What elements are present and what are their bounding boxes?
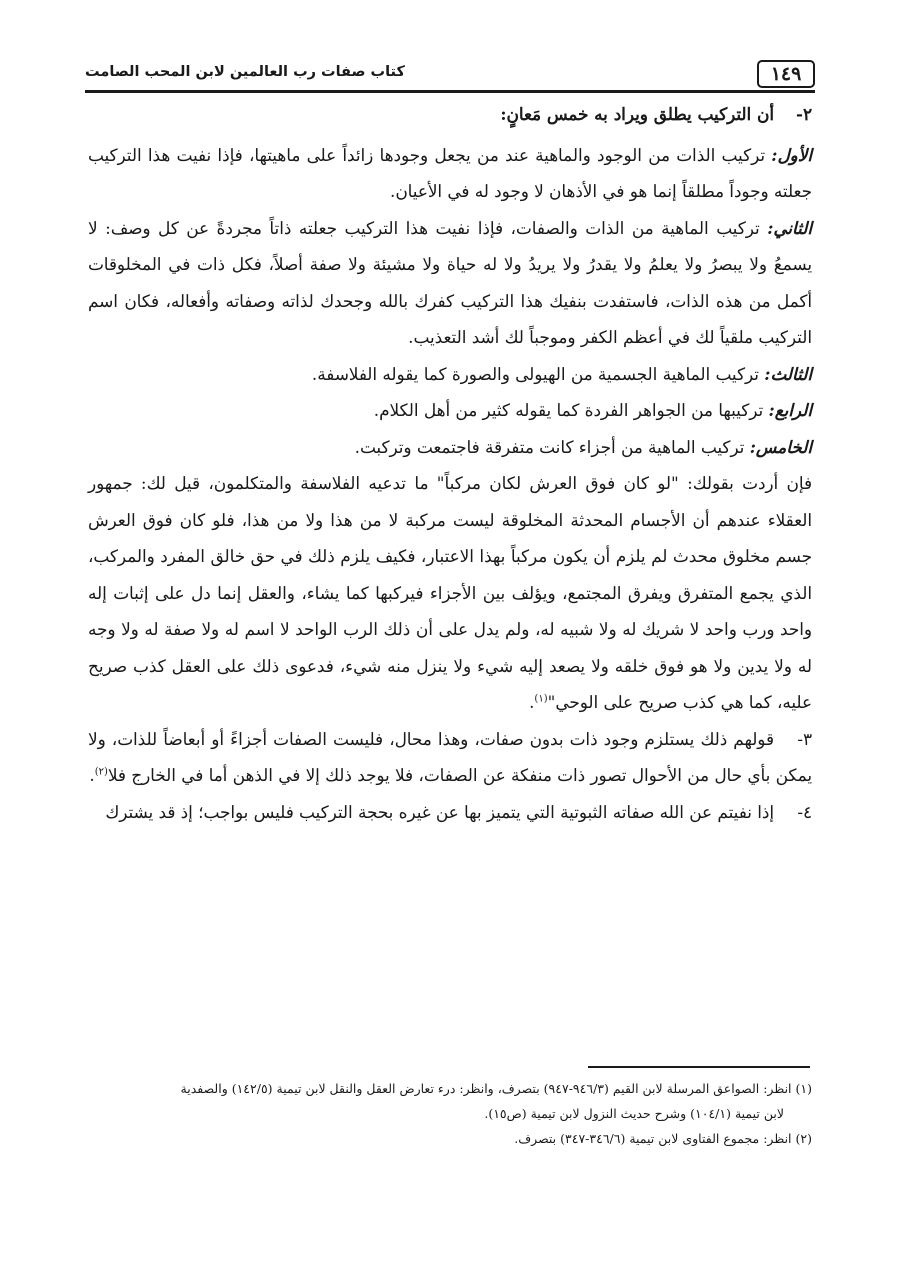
paragraph-quote: [88, 465, 812, 721]
footnote-rule: [588, 1066, 810, 1068]
paragraph-label: الخامس:: [749, 436, 812, 457]
item-3: [88, 721, 812, 794]
paragraph-label: الرابع:: [768, 400, 812, 420]
item-2: [88, 96, 812, 133]
paragraph-second: [88, 210, 812, 356]
paragraph-label: الثاني:: [767, 217, 812, 238]
footnote-1-line-2: لابن تيمية (١٠٤/١) وشرح حديث النزول لابن تيمية (ص١٥).: [484, 1106, 784, 1121]
item-number: ٤-: [797, 801, 812, 822]
footnotes: [88, 1076, 812, 1151]
sentence-end: .: [529, 692, 535, 712]
item-text: قولهم ذلك يستلزم وجود ذات بدون صفات، وهذا محال، فليست الصفات أجزاءً أو أبعاضاً للذات، ولا يمكن بأي حال من الأحوال تصور ذات منفكة عن الصفات، فلا يوجد ذلك إلا في الذهن أما في الخارج فلا: [88, 728, 812, 785]
paragraph-text: تركيب الذات من الوجود والماهية عند من يجعل وجودها زائداً على ماهيتها، فإذا نفيت هذا التركيب جعلته وجوداً مطلقاً إنما هو في الأذهان لا وجود له في الأعيان.: [88, 144, 812, 201]
paragraph-third: [88, 356, 812, 393]
footnote-ref[interactable]: (١): [534, 693, 548, 705]
item-text: أن التركيب يطلق ويراد به خمس مَعانٍ:: [500, 104, 774, 124]
paragraph-text: تركيبها من الجواهر الفردة كما يقوله كثير من أهل الكلام.: [373, 400, 769, 420]
page-number: ١٤٩: [757, 60, 815, 88]
footnote-2: (٢) انظر: مجموع الفتاوى لابن تيمية (٣٤٦/٦-٣٤٧) بتصرف.: [514, 1131, 812, 1146]
page-body: [88, 96, 812, 830]
item-number: ٢-: [796, 104, 812, 124]
item-number: ٣-: [797, 728, 812, 749]
paragraph-text: تركيب الماهية الجسمية من الهيولى والصورة كما يقوله الفلاسفة.: [311, 363, 765, 384]
page-header: [85, 56, 815, 92]
item-text: إذا نفيتم عن الله صفاته الثبوتية التي يتميز بها عن غيره بحجة التركيب فليس بواجب؛ إذ قد يشترك: [105, 801, 774, 822]
paragraph-first: [88, 137, 812, 210]
paragraph-fifth: [88, 429, 812, 466]
paragraph-text: فإن أردت بقولك: "لو كان فوق العرش لكان مركباً" ما تدعيه الفلاسفة والمتكلمون، قيل لك: جمهور العقلاء عندهم أن الأجسام المحدثة المخلوقة ليست مركبة لا من هذا ولا من هذا، فلو كان فوق العرش جسم مخلوق محدث لم يلزم أن يكون مركباً بهذا الاعتبار، فكيف يلزم ذلك في حق خالق المفرد والمركب، الذي يجمع المتفرق ويفرق المجتمع، ويؤلف بين الأجزاء فيركبها كما يشاء، والعقل إنما دل على إثبات إله واحد ورب واحد لا شريك له ولا شبيه له، ولم يدل على أن ذلك الرب الواحد لا اسم له ولا صفة له ولا وجه له ولا يدين ولا هو فوق خلقه ولا يصعد إليه شيء ولا ينزل منه شيء، فدعوى ذلك على العقل كذب صريح عليه، كما هي كذب صريح على الوحي": [88, 473, 812, 712]
paragraph-text: تركيب الماهية من أجزاء كانت متفرقة فاجتمعت وتركبت.: [354, 436, 750, 457]
sentence-end: .: [89, 765, 95, 785]
running-title: كتاب صفات رب العالمين لابن المحب الصامت: [85, 64, 405, 80]
paragraph-label: الثالث:: [764, 363, 812, 384]
paragraph-fourth: [88, 392, 812, 429]
footnote-1-line-1: (١) انظر: الصواعق المرسلة لابن القيم (٩٤٦/٣-٩٤٧) بتصرف، وانظر: درء تعارض العقل والنقل لابن تيمية (١٤٢/٥) والصفدية: [180, 1081, 812, 1096]
paragraph-label: الأول:: [771, 144, 812, 165]
header-rule: [85, 90, 815, 93]
footnote-ref[interactable]: (٢): [94, 766, 108, 778]
paragraph-text: تركيب الماهية من الذات والصفات، فإذا نفيت هذا التركيب جعلته ذاتاً مجردةً عن كل وصف: لا يسمعُ ولا يبصرُ ولا يعلمُ ولا يقدرُ ولا يريدُ ولا له حياة ولا مشيئة ولا صفة أصلاً، فكل ذات في المخلوقات أكمل من هذه الذات، فاستفدت بنفيك هذا التركيب كفرك بالله وجحدك لذاته وصفاته وأفعاله، فكان اسم التركيب ملقياً لك في أعظم الكفر وموجباً لك أشد التعذيب.: [88, 217, 812, 347]
item-4: [88, 794, 812, 831]
